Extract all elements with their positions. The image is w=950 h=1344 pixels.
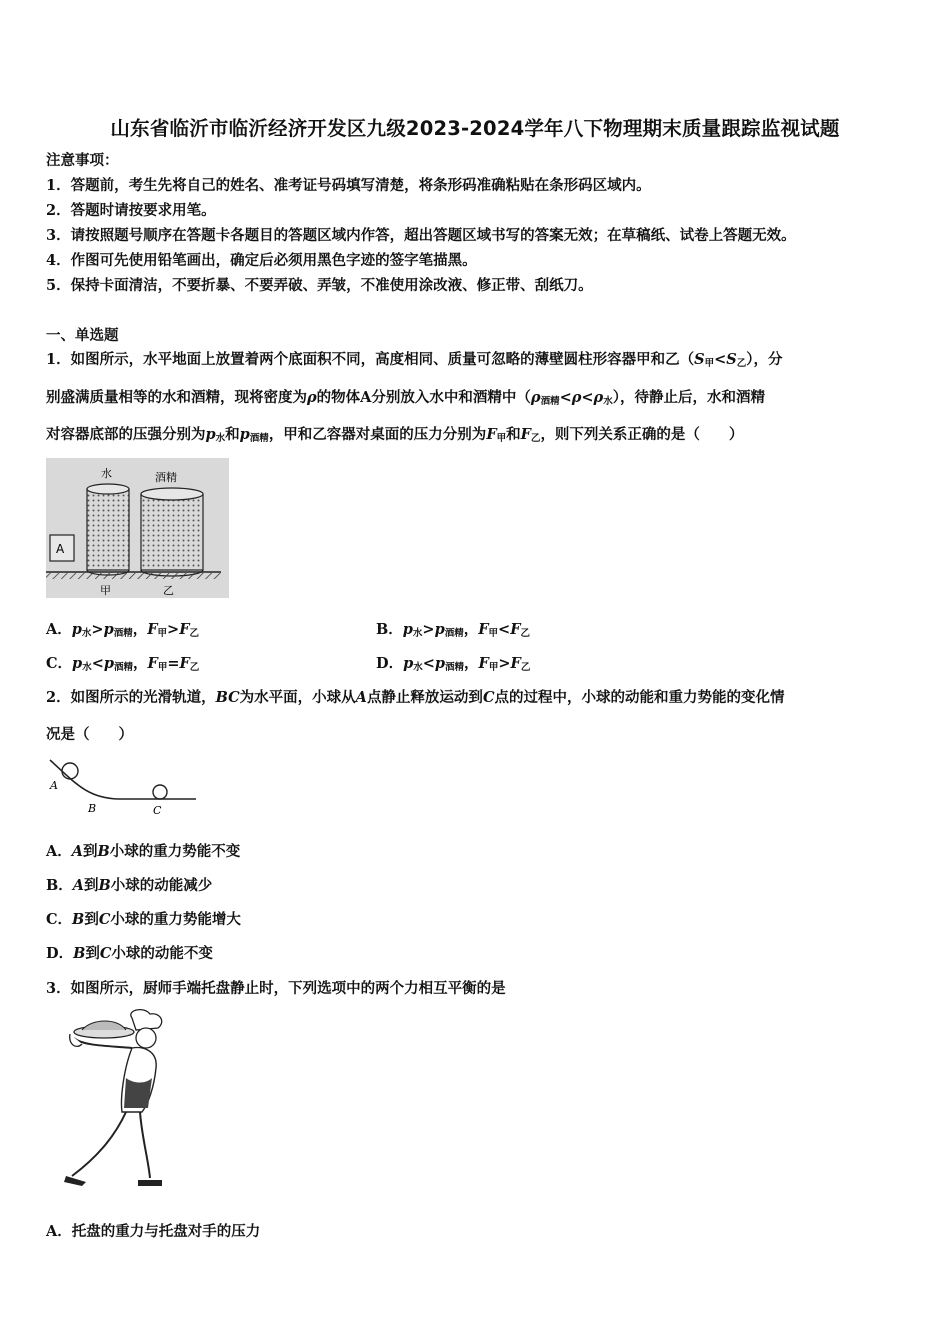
q2-line-2: 况是（ ） bbox=[46, 726, 133, 743]
notice-item-2: 2．答题时请按要求用笔。 bbox=[46, 202, 216, 219]
q1-option-a: A．$p_水>p_{酒精}$，$F_甲>F_乙$ bbox=[46, 621, 200, 639]
q1-containers-figure bbox=[46, 458, 229, 598]
q1-line-1: 1．如图所示，水平地面上放置着两个底面积不同，高度相同、质量可忽略的薄壁圆柱形容器甲和乙$(S_甲<S_乙)$，分 bbox=[46, 351, 783, 369]
container-jia bbox=[87, 489, 129, 570]
q2-track-figure bbox=[46, 756, 201, 820]
q3-option-a: A．托盘的重力与托盘对手的压力 bbox=[46, 1223, 261, 1240]
section-heading: 一、单选题 bbox=[46, 327, 119, 344]
q1-line-3: 对容器底部的压强分别为$p_水$和$p_{酒精}$，甲和乙容器对桌面的压力分别为$F_甲$和$F_乙$，则下列关系正确的是（ ） bbox=[46, 426, 744, 444]
notice-item-5: 5．保持卡面清洁，不要折暴、不要弄破、弄皱，不准使用涂改液、修正带、刮纸刀。 bbox=[46, 277, 593, 294]
label-a: A bbox=[50, 779, 58, 792]
q1-option-c: C．$p_水<p_{酒精}$，$F_甲=F_乙$ bbox=[46, 655, 200, 673]
q1-option-d: D．$p_水<p_{酒精}$，$F_甲>F_乙$ bbox=[376, 655, 531, 673]
container-yi-top bbox=[141, 488, 203, 500]
notice-item-4: 4．作图可先使用铅笔画出，确定后必须用黑色字迹的签字笔描黑。 bbox=[46, 252, 477, 269]
container-jia-top bbox=[87, 484, 129, 494]
chef-leg-right bbox=[140, 1112, 150, 1178]
tray-cover bbox=[82, 1021, 126, 1030]
label-water: 水 bbox=[101, 467, 112, 480]
q1-option-b: B．$p_水>p_{酒精}$，$F_甲<F_乙$ bbox=[376, 621, 531, 639]
q3-line-1: 3．如图所示，厨师手端托盘静止时，下列选项中的两个力相互平衡的是 bbox=[46, 980, 506, 997]
label-yi: 乙 bbox=[163, 584, 174, 597]
q2-option-a: A．A到B小球的重力势能不变 bbox=[46, 843, 241, 860]
label-c: C bbox=[153, 804, 162, 817]
q2-option-d: D．B到C小球的动能不变 bbox=[46, 945, 213, 962]
q1-line-2: 别盛满质量相等的水和酒精，现将密度为ρ的物体A分别放入水中和酒精中$(\rho_{酒精}<\rho<\rho_水)$，待静止后，水和酒精 bbox=[46, 389, 765, 407]
chef-head bbox=[136, 1028, 156, 1048]
notice-item-1: 1．答题前，考生先将自己的姓名、准考证号码填写清楚，将条形码准确粘贴在条形码区域内。 bbox=[46, 177, 651, 194]
ball-at-a bbox=[62, 763, 78, 779]
ground-hatch bbox=[46, 573, 221, 579]
label-jia: 甲 bbox=[100, 584, 111, 597]
chef-shoe-right bbox=[138, 1180, 162, 1186]
notice-item-3: 3．请按照题号顺序在答题卡各题目的答题区域内作答，超出答题区域书写的答案无效；在草稿纸、试卷上答题无效。 bbox=[46, 227, 796, 244]
q3-chef-figure bbox=[62, 1008, 172, 1190]
chef-shoe-left bbox=[64, 1176, 86, 1186]
label-b: B bbox=[88, 802, 97, 815]
q2-option-c: C．B到C小球的重力势能增大 bbox=[46, 911, 241, 928]
ball-at-c bbox=[153, 785, 167, 799]
container-yi bbox=[141, 494, 203, 570]
label-alcohol: 酒精 bbox=[155, 471, 177, 484]
block-a-label: A bbox=[56, 542, 65, 556]
q2-line-1: 2．如图所示的光滑轨道，BC为水平面，小球从A点静止释放运动到C点的过程中，小球的动能和重力势能的变化情 bbox=[46, 689, 785, 706]
chef-leg-left bbox=[72, 1112, 126, 1176]
track-line bbox=[50, 760, 196, 799]
chef-apron bbox=[124, 1078, 152, 1108]
chef-hat bbox=[131, 1010, 162, 1030]
chef-arm bbox=[74, 1038, 132, 1048]
notice-heading: 注意事项： bbox=[46, 152, 119, 169]
page-title: 山东省临沂市临沂经济开发区九级2023-2024学年八下物理期末质量跟踪监视试题 bbox=[110, 117, 840, 140]
q2-option-b: B．A到B小球的动能减少 bbox=[46, 877, 213, 894]
